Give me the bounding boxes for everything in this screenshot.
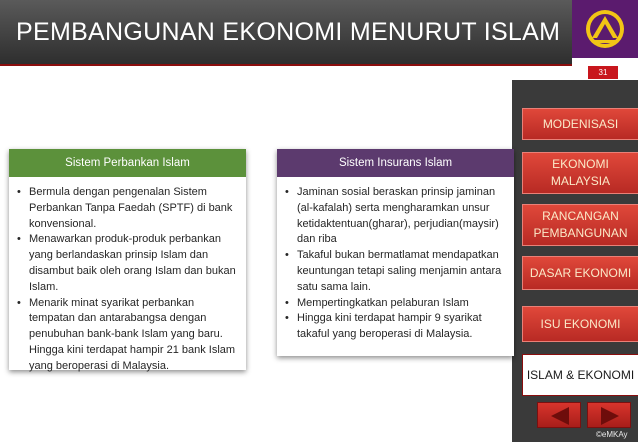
bullet-item: • Bermula dengan pengenalan Sistem Perbankan Tanpa Faedah (SPTF) di bank konvensional.	[17, 185, 240, 232]
slide-title: PEMBANGUNAN EKONOMI MENURUT ISLAM	[16, 18, 561, 46]
nav-item-label: DASAR EKONOMI	[529, 265, 632, 280]
nav-item-dasar-ekonomi[interactable]	[522, 256, 638, 290]
arrow-left-icon	[538, 403, 582, 429]
card-insurans	[277, 149, 514, 356]
title-bar	[0, 0, 572, 66]
nav-item-label: PEMBANGUNAN	[533, 226, 628, 240]
university-crest-icon	[572, 0, 638, 58]
bullet-item: • Menarik minat syarikat perbankan tempatan dan antarabangsa dengan penubuhan bank-bank Islam yang baru. Hingga kini terdapat hampir 21 bank Islam yang beroperasi di Malaysia.	[17, 296, 240, 375]
nav-item-label: MALAYSIA	[550, 174, 611, 188]
nav-item-label: EKONOMI	[552, 157, 609, 171]
nav-item-islam-ekonomi[interactable]	[522, 354, 638, 396]
copyright-text: ©eMKAy	[596, 430, 628, 439]
next-slide-button[interactable]	[587, 402, 631, 428]
bullet-item: • Jaminan sosial beraskan prinsip jaminan (al-kafalah) serta mengharamkan unsur ketidaktentuan(gharar), perjudian(maysir) dan riba	[285, 185, 508, 248]
nav-item-modenisasi[interactable]	[522, 108, 638, 140]
card-header: Sistem Perbankan Islam	[9, 149, 246, 177]
page-number: 31	[588, 66, 618, 79]
nav-item-label: RANCANGAN	[542, 209, 619, 223]
bullet-item: • Menawarkan produk-produk perbankan yang berlandaskan prinsip Islam dan disambut baik oleh orang Islam dan bukan Islam.	[17, 232, 240, 295]
card-bullets	[277, 177, 514, 343]
card-header: Sistem Insurans Islam	[277, 149, 514, 177]
bullet-item: • Hingga kini terdapat hampir 9 syarikat takaful yang beroperasi di Malaysia.	[285, 311, 508, 343]
nav-item-label: MODENISASI	[542, 116, 619, 131]
card-perbankan	[9, 149, 246, 370]
previous-slide-button[interactable]	[537, 402, 581, 428]
card-bullets	[9, 177, 246, 375]
nav-item-rancangan-pembangunan[interactable]	[522, 204, 638, 246]
nav-item-ekonomi-malaysia[interactable]	[522, 152, 638, 194]
nav-item-label: ISLAM & EKONOMI	[526, 367, 635, 382]
bullet-item: • Mempertingkatkan pelaburan Islam	[285, 296, 508, 312]
arrow-right-icon	[588, 403, 632, 429]
nav-item-isu-ekonomi[interactable]	[522, 306, 638, 342]
nav-item-label: ISU EKONOMI	[540, 316, 621, 331]
bullet-item: • Takaful bukan bermatlamat mendapatkan keuntungan tetapi saling menjamin antara satu sama lain.	[285, 248, 508, 295]
